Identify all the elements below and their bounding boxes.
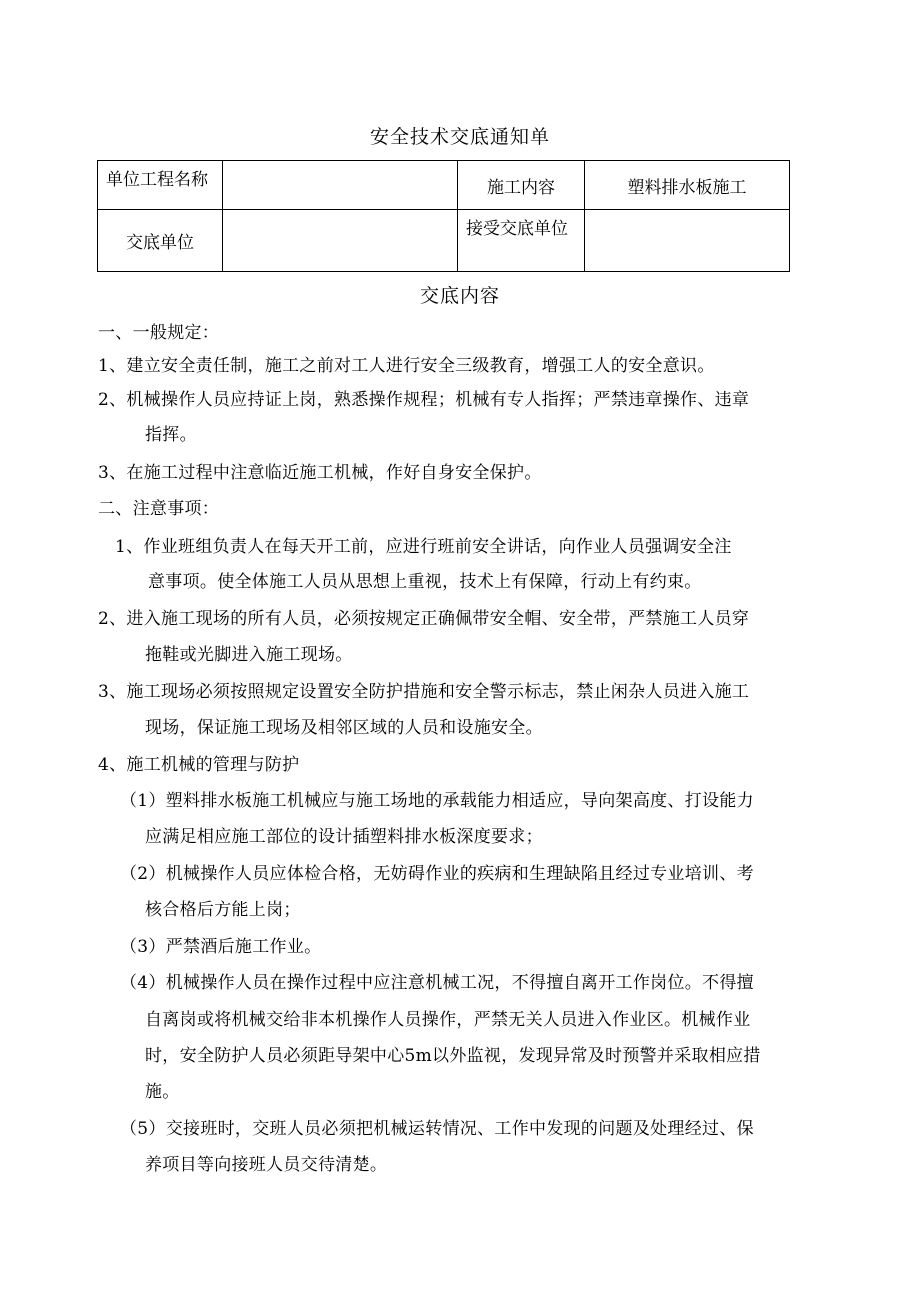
body-line: 指挥。 — [145, 425, 197, 445]
body-line: （2）机械操作人员应体检合格，无妨碍作业的疾病和生理缺陷且经过专业培训、考 — [120, 864, 754, 884]
body-line: 3、在施工过程中注意临近施工机械，作好自身安全保护。 — [98, 463, 542, 483]
document-title: 安全技术交底通知单 — [369, 126, 550, 148]
unit-project-value — [223, 161, 458, 210]
construction-content-value: 塑料排水板施工 — [585, 161, 790, 210]
body-line: 自离岗或将机械交给非本机操作人员操作，严禁无关人员进入作业区。机械作业 — [145, 1010, 751, 1030]
body-line: 养项目等向接班人员交待清楚。 — [145, 1155, 388, 1175]
body-line: 时，安全防护人员必须距导架中心5m以外监视，发现异常及时预警并采取相应措 — [145, 1046, 761, 1066]
disclosure-unit-value — [223, 210, 458, 272]
unit-project-label: 单位工程名称 — [98, 161, 223, 210]
body-line: 3、施工现场必须按照规定设置安全防护措施和安全警示标志，禁止闲杂人员进入施工 — [98, 682, 750, 702]
body-line: 施。 — [145, 1082, 180, 1102]
body-line: 4、施工机械的管理与防护 — [98, 755, 300, 775]
body-line: 2、进入施工现场的所有人员，必须按规定正确佩带安全帽、安全带，严禁施工人员穿 — [98, 609, 750, 629]
construction-content-label: 施工内容 — [458, 161, 585, 210]
section-heading: 二、注意事项： — [98, 499, 220, 519]
body-line: 1、作业班组负责人在每天开工前，应进行班前安全讲话，向作业人员强调安全注 — [115, 537, 732, 557]
body-line: 意事项。使全体施工人员从思想上重视，技术上有保障，行动上有约束。 — [148, 572, 702, 592]
info-table — [97, 160, 790, 272]
section-heading: 一、一般规定： — [98, 323, 220, 343]
disclosure-unit-label: 交底单位 — [98, 210, 223, 272]
body-line: 现场，保证施工现场及相邻区域的人员和设施安全。 — [145, 718, 543, 738]
body-line: （1）塑料排水板施工机械应与施工场地的承载能力相适应，导向架高度、打设能力 — [120, 791, 754, 811]
receiving-unit-value — [585, 210, 790, 272]
body-line: 1、建立安全责任制，施工之前对工人进行安全三级教育，增强工人的安全意识。 — [98, 356, 715, 376]
section-title: 交底内容 — [419, 285, 500, 307]
body-line: 2、机械操作人员应持证上岗，熟悉操作规程；机械有专人指挥；严禁违章操作、违章 — [98, 390, 750, 410]
body-line: （5）交接班时，交班人员必须把机械运转情况、工作中发现的问题及处理经过、保 — [120, 1119, 754, 1139]
receiving-unit-label: 接受交底单位 — [458, 210, 585, 272]
body-line: 拖鞋或光脚进入施工现场。 — [145, 645, 353, 665]
body-line: 应满足相应施工部位的设计插塑料排水板深度要求； — [145, 827, 543, 847]
body-line: （4）机械操作人员在操作过程中应注意机械工况，不得擅自离开工作岗位。不得擅 — [120, 973, 754, 993]
body-line: 核合格后方能上岗； — [145, 900, 301, 920]
body-line: （3）严禁酒后施工作业。 — [120, 937, 322, 957]
